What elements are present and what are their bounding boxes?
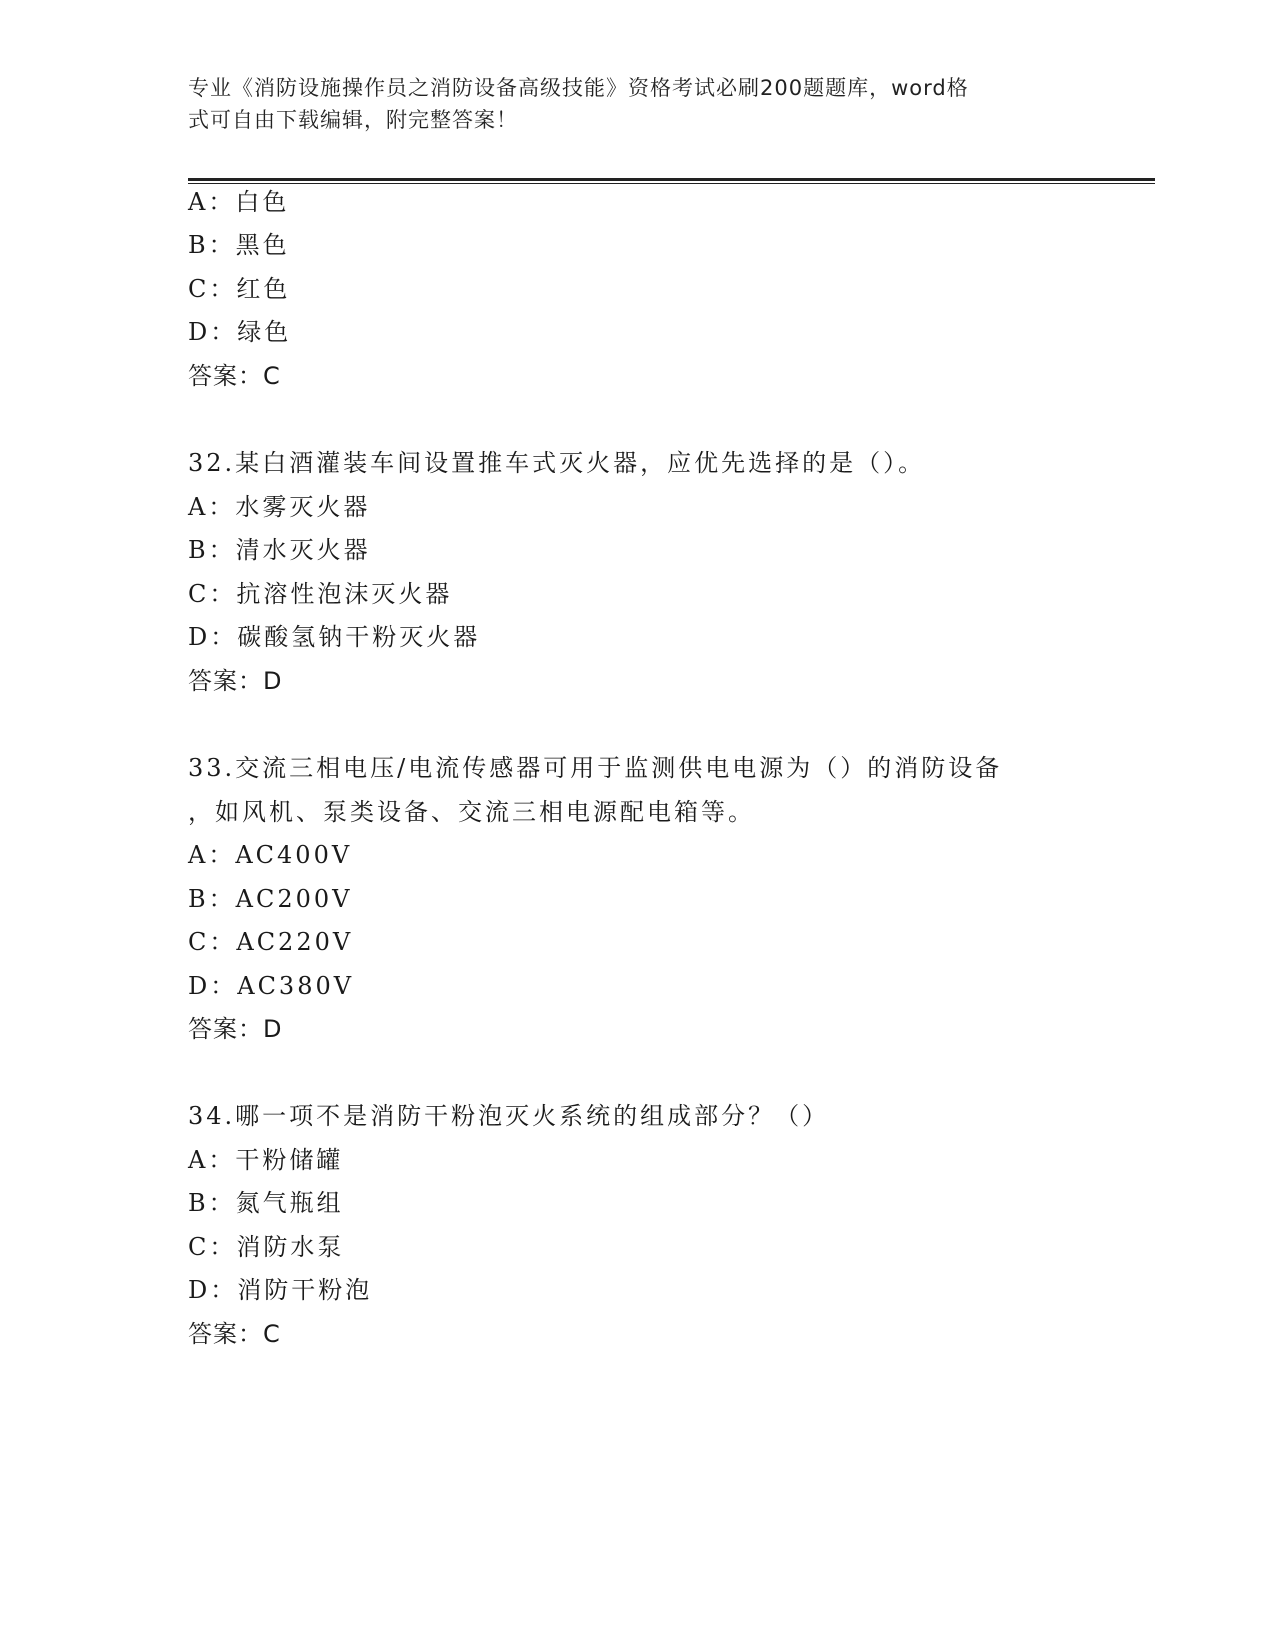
document-header [188, 72, 1068, 136]
q31-option-b: B：黑色 [188, 231, 290, 259]
q33-option-a: A：AC400V [188, 841, 353, 869]
header-divider-thick [188, 178, 1155, 181]
q33-answer: 答案：D [188, 1015, 283, 1043]
q31-option-a: A：白色 [188, 188, 290, 216]
q33-option-b: B：AC200V [188, 885, 353, 913]
header-divider-thin [188, 183, 1155, 184]
q31-option-c: C：红色 [188, 275, 291, 303]
q32-option-d: D：碳酸氢钠干粉灭火器 [188, 623, 481, 651]
q34-answer: 答案：C [188, 1320, 281, 1348]
q32-option-b: B：清水灭火器 [188, 536, 371, 564]
header-line-1: 专业《消防设施操作员之消防设备高级技能》资格考试必刷200题题库，word格 [188, 76, 969, 100]
q34-option-b: B：氮气瓶组 [188, 1189, 344, 1217]
q33-option-c: C：AC220V [188, 928, 354, 956]
q32-answer: 答案：D [188, 667, 283, 695]
q32-option-c: C：抗溶性泡沫灭火器 [188, 580, 453, 608]
q31-answer: 答案：C [188, 362, 281, 390]
q33-question-line-1: 33.交流三相电压/电流传感器可用于监测供电电源为（）的消防设备 [188, 754, 1003, 782]
q32-question: 32.某白酒灌装车间设置推车式灭火器，应优先选择的是（）。 [188, 449, 926, 477]
header-line-2: 式可自由下载编辑，附完整答案！ [188, 108, 518, 132]
q34-option-d: D：消防干粉泡 [188, 1276, 373, 1304]
q31-option-d: D：绿色 [188, 318, 292, 346]
q32-option-a: A：水雾灭火器 [188, 493, 371, 521]
q34-option-a: A：干粉储罐 [188, 1146, 344, 1174]
q34-option-c: C：消防水泵 [188, 1233, 345, 1261]
q34-question: 34.哪一项不是消防干粉泡灭火系统的组成部分？（） [188, 1102, 830, 1130]
q33-option-d: D：AC380V [188, 972, 355, 1000]
q33-question-line-2: ，如风机、泵类设备、交流三相电源配电箱等。 [188, 798, 755, 826]
